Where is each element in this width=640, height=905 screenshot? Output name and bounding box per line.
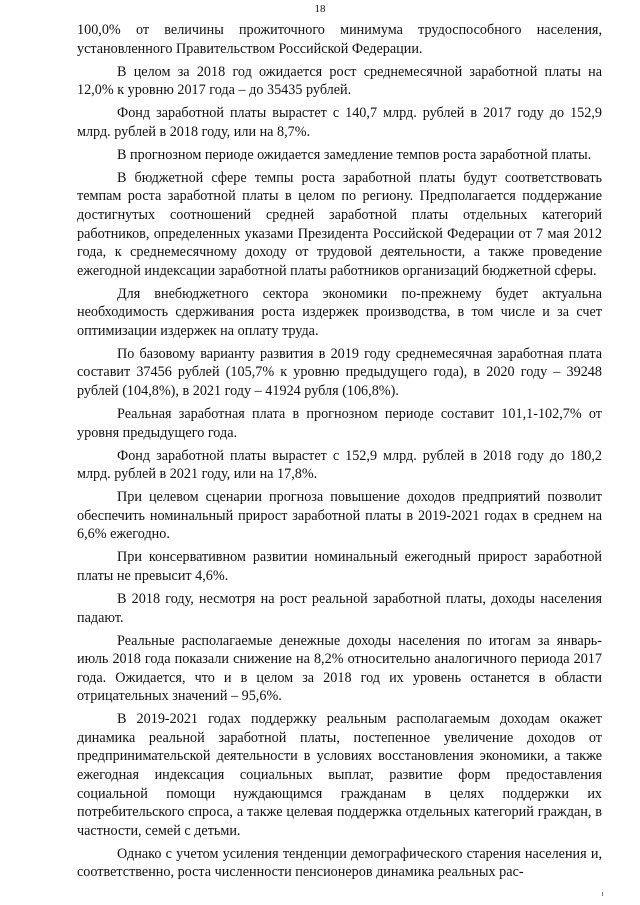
paragraph-14: В 2019-2021 годах поддержку реальным располагаемым доходам окажет динамика реальной заработной платы, постепенное увеличение доходов от предпринимательской деятельности в условиях восстановления экономики, а также ежегодная индексация социальных выплат, развитие форм предоставления социальной помощи нуждающимся гражданам в целях поддержки их потребительского спроса, а также целевая поддержка отдельных категорий граждан, в частности, семей с детьми.: [77, 711, 602, 839]
paragraph-4: В прогнозном периоде ожидается замедление темпов роста заработной платы.: [117, 146, 592, 163]
scan-edge-mark: [602, 892, 603, 896]
paragraph-8: Реальная заработная плата в прогнозном периоде составит 101,1-102,7% от уровня предыдущего года.: [77, 406, 602, 441]
page-number: 18: [314, 3, 326, 15]
paragraph-2: В целом за 2018 год ожидается рост среднемесячной заработной платы на 12,0% к уровню 2017 года – до 35435 рублей.: [77, 63, 602, 99]
paragraph-10: При целевом сценарии прогноза повышение доходов предприятий позволит обеспечить номинальный прирост заработной платы в 2019-2021 годах в среднем на 6,6% ежегодно.: [77, 489, 602, 543]
paragraph-15: Однако с учетом усиления тенденции демографического старения населения и, соответственно, роста численности пенсионеров динамика реальных рас-: [77, 845, 602, 881]
paragraph-7: По базовому варианту развития в 2019 году среднемесячная заработная плата составит 37456 рублей (105,7% к уровню предыдущего года), в 2020 году – 39248 рублей (104,8%), в 2021 году – 41924 рубля (106,8%).: [77, 345, 602, 400]
paragraph-12: В 2018 году, несмотря на рост реальной заработной платы, доходы населения падают.: [77, 590, 602, 626]
paragraph-6: Для внебюджетного сектора экономики по-прежнему будет актуальна необходимость сдерживания роста издержек производства, в том числе и за счет оптимизации издержек на оплату труда.: [77, 285, 602, 339]
paragraph-11: При консервативном развитии номинальный ежегодный прирост заработной платы не превысит 4,6%.: [77, 549, 602, 584]
paragraph-9: Фонд заработной платы вырастет с 152,9 млрд. рублей в 2018 году до 180,2 млрд. рублей в 2021 году, или на 17,8%.: [77, 447, 602, 483]
paragraph-13: Реальные располагаемые денежные доходы населения по итогам за январь-июль 2018 года показали снижение на 8,2% относительно аналогичного периода 2017 года. Ожидается, что и в целом за 2018 год их уровень останется в области отрицательных значений – 95,6%.: [77, 632, 602, 705]
document-body: [77, 21, 602, 886]
paragraph-5: В бюджетной сфере темпы роста заработной платы будут соответствовать темпам роста заработной платы в целом по региону. Предполагается поддержание достигнутых соотношений средней заработной платы отдельных категорий работников, определенных указами Президента Российской Федерации от 7 мая 2012 года, к среднемесячному доходу от трудовой деятельности, а также проведение ежегодной индексации заработной платы работников организаций бюджетной сферы.: [77, 169, 602, 279]
paragraph-3: Фонд заработной платы вырастет с 140,7 млрд. рублей в 2017 году до 152,9 млрд. рублей в 2018 году, или на 8,7%.: [77, 105, 602, 140]
paragraph-1: 100,0% от величины прожиточного минимума трудоспособного населения, установленного Правительством Российской Федерации.: [77, 22, 602, 57]
